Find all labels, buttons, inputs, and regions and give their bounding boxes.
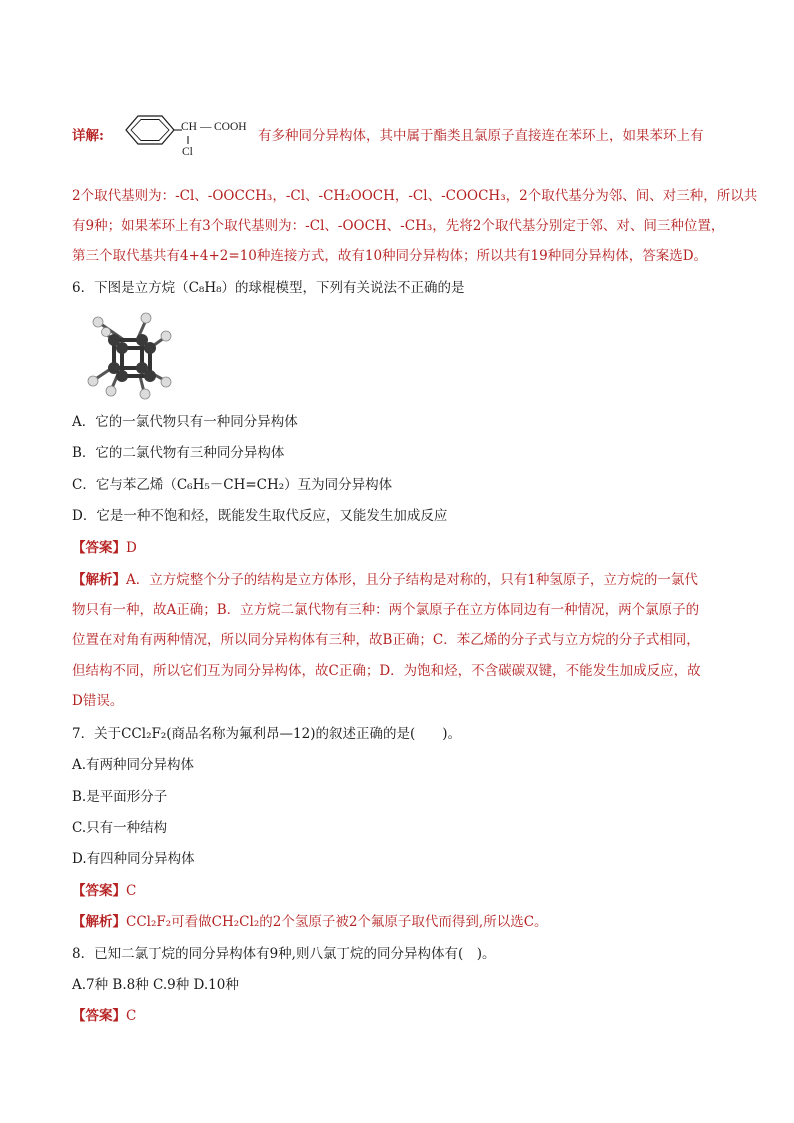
q8-options: A.7种 B.8种 C.9种 D.10种 bbox=[72, 977, 239, 993]
answer-value: D bbox=[126, 540, 137, 556]
detail-text-1: 有多种同分异构体，其中属于酯类且氯原子直接连在苯环上，如果苯环上有 bbox=[258, 128, 704, 144]
q6-analysis-line-4: 但结构不同，所以它们互为同分异构体，故C正确；D．为饱和烃，不含碳碳双键，不能发生加成反应，故 bbox=[72, 663, 701, 679]
detail-line-1-text bbox=[258, 126, 734, 146]
q6-option-b: B．它的二氯代物有三种同分异构体 bbox=[72, 445, 285, 461]
detail-label: 详解: bbox=[72, 128, 104, 144]
ch-label: CH bbox=[181, 121, 197, 133]
detail-line-4: 第三个取代基共有4+4+2=10种连接方式，故有10种同分异构体；所以共有19种同分异构体，答案选D。 bbox=[72, 248, 708, 264]
analysis-tag: 【解析】 bbox=[72, 572, 126, 588]
analysis-text: CCl₂F₂可看做CH₂Cl₂的2个氢原子被2个氟原子取代而得到,所以选C。 bbox=[126, 914, 548, 930]
q6-analysis-line-5: D错误。 bbox=[72, 693, 124, 709]
q6-option-d: D．它是一种不饱和烃，既能发生取代反应，又能发生加成反应 bbox=[72, 508, 448, 524]
q6-option-c: C．它与苯乙烯（C₆H₅－CH=CH₂）互为同分异构体 bbox=[72, 477, 393, 493]
q7-option-b: B.是平面形分子 bbox=[72, 789, 168, 805]
phenylchloroacetic-acid-structure bbox=[118, 108, 258, 168]
q7-option-c: C.只有一种结构 bbox=[72, 820, 168, 836]
cubane-ball-stick-image bbox=[84, 308, 174, 400]
bond-dash: — bbox=[200, 121, 212, 133]
analysis-tag: 【解析】 bbox=[72, 914, 126, 930]
q6-analysis-line-1 bbox=[72, 570, 734, 590]
analysis-text: A．立方烷整个分子的结构是立方体形，且分子结构是对称的，只有1种氢原子，立方烷的一氯代 bbox=[126, 572, 698, 588]
q7-analysis bbox=[72, 912, 734, 932]
q6-stem: 6．下图是立方烷（C₈H₈）的球棍模型，下列有关说法不正确的是 bbox=[72, 280, 465, 296]
q8-answer bbox=[72, 1006, 734, 1026]
q6-analysis-line-2: 物只有一种，故A正确；B．立方烷二氯代物有三种：两个氯原子在立方体同边有一种情况，两个氯原子的 bbox=[72, 602, 700, 618]
answer-tag: 【答案】 bbox=[72, 883, 126, 899]
q6-analysis-line-3: 位置在对角有两种情况，所以同分异构体有三种，故B正确；C．苯乙烯的分子式与立方烷的分子式相同， bbox=[72, 632, 700, 648]
q7-stem: 7．关于CCl₂F₂(商品名称为氟利昂—12)的叙述正确的是( )。 bbox=[72, 726, 462, 742]
q7-option-d: D.有四种同分异构体 bbox=[72, 851, 195, 867]
answer-tag: 【答案】 bbox=[72, 540, 126, 556]
q8-stem: 8．已知二氯丁烷的同分异构体有9种,则八氯丁烷的同分异构体有( )。 bbox=[72, 946, 496, 962]
q6-option-a: A．它的一氯代物只有一种同分异构体 bbox=[72, 414, 298, 430]
benzene-ring-icon bbox=[118, 108, 258, 168]
q6-answer bbox=[72, 538, 734, 558]
answer-value: C bbox=[126, 1008, 137, 1024]
cl-label: Cl bbox=[182, 146, 193, 158]
cooh-label: COOH bbox=[214, 121, 247, 133]
answer-tag: 【答案】 bbox=[72, 1008, 126, 1024]
answer-value: C bbox=[126, 883, 137, 899]
detail-line-3: 有9种；如果苯环上有3个取代基则为：-Cl、-OOCH、-CH₃，先将2个取代基分别定于邻、对、间三种位置， bbox=[72, 218, 725, 234]
detail-line-2: 2个取代基则为：-Cl、-OOCCH₃，-Cl、-CH₂OOCH，-Cl、-COOCH₃，2个取代基分为邻、间、对三种，所以共 bbox=[72, 188, 758, 204]
cubane-model-icon bbox=[84, 308, 174, 400]
q7-option-a: A.有两种同分异构体 bbox=[72, 757, 195, 773]
q7-answer bbox=[72, 881, 734, 901]
